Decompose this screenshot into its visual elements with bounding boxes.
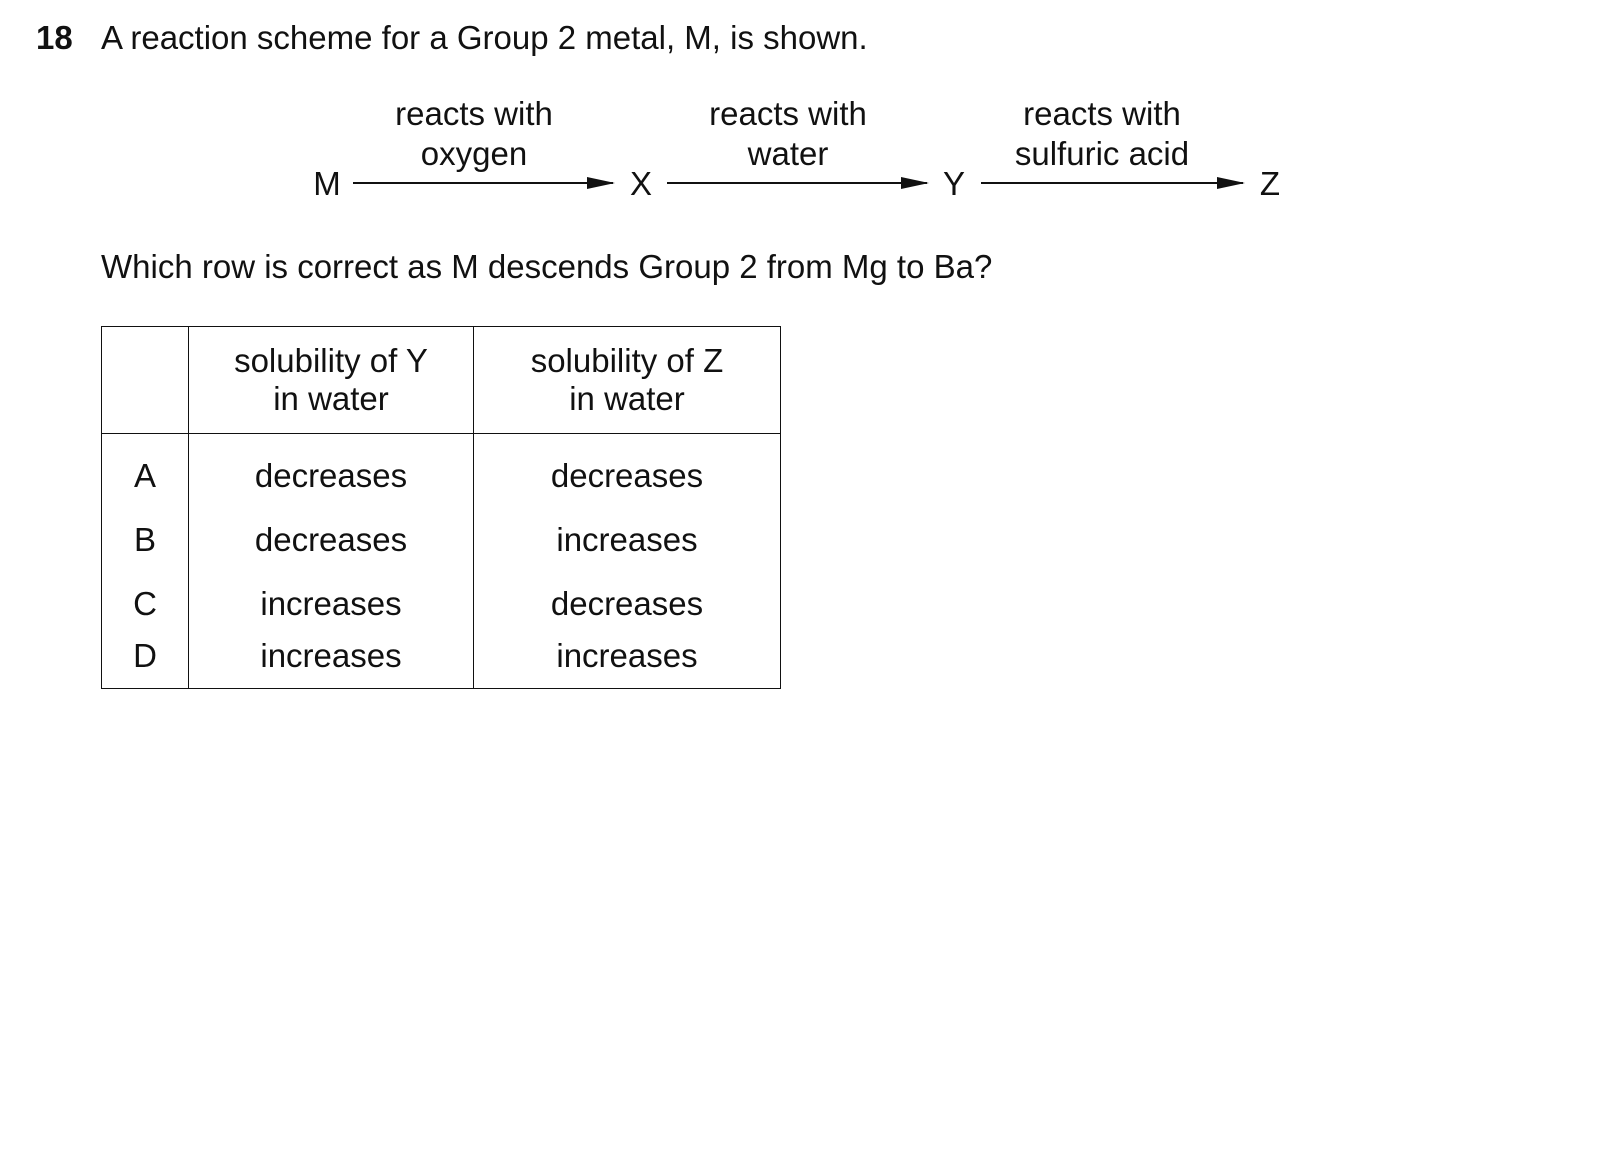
header-line2: in water <box>273 380 389 417</box>
table-header-row <box>102 327 781 434</box>
condition-line2: water <box>747 135 829 172</box>
solubility-z-value: decreases <box>474 572 781 636</box>
option-letter: B <box>102 508 189 572</box>
header-letter-cell <box>102 327 189 434</box>
condition-line2: sulfuric acid <box>1014 135 1190 172</box>
option-letter: A <box>102 434 189 509</box>
answer-table <box>101 326 781 689</box>
condition-line1: reacts with <box>709 95 867 132</box>
solubility-y-value: decreases <box>189 508 474 572</box>
question-number: 18 <box>36 19 73 56</box>
question-stem: A reaction scheme for a Group 2 metal, M, is shown. <box>101 19 868 56</box>
solubility-z-value: decreases <box>474 434 781 509</box>
species-y: Y <box>942 165 965 202</box>
table-row[interactable] <box>102 434 781 509</box>
solubility-z-value: increases <box>474 636 781 689</box>
condition-water <box>648 94 928 174</box>
table-row[interactable] <box>102 572 781 636</box>
condition-line1: reacts with <box>1023 95 1181 132</box>
header-line2: in water <box>569 380 685 417</box>
header-line1: solubility of Y <box>234 342 428 379</box>
condition-oxygen <box>334 94 614 174</box>
question-prompt: Which row is correct as M descends Group 2 from Mg to Ba? <box>101 248 993 285</box>
solubility-z-value: increases <box>474 508 781 572</box>
solubility-y-value: increases <box>189 572 474 636</box>
solubility-y-value: decreases <box>189 434 474 509</box>
condition-line1: reacts with <box>395 95 553 132</box>
option-letter: D <box>102 636 189 689</box>
reaction-scheme <box>0 0 1611 240</box>
species-x: X <box>629 165 652 202</box>
species-z: Z <box>1259 165 1281 202</box>
table-row[interactable] <box>102 636 781 689</box>
header-line1: solubility of Z <box>530 342 724 379</box>
table-row[interactable] <box>102 508 781 572</box>
condition-sulfuric-acid <box>962 94 1242 174</box>
header-solubility-z <box>474 327 781 434</box>
condition-line2: oxygen <box>420 135 528 172</box>
header-solubility-y <box>189 327 474 434</box>
option-letter: C <box>102 572 189 636</box>
solubility-y-value: increases <box>189 636 474 689</box>
species-m: M <box>313 165 341 202</box>
